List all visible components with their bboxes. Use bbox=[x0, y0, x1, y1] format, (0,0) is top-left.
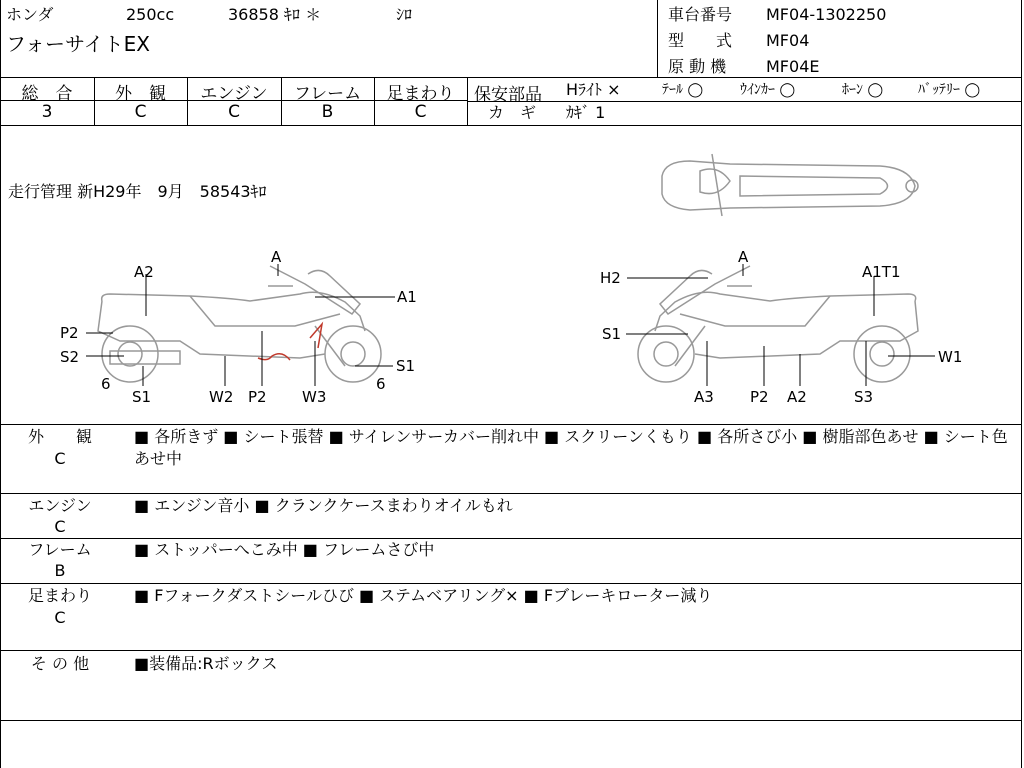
label-6: 6 bbox=[101, 375, 111, 393]
label-W2: W2 bbox=[209, 388, 234, 406]
section-frame-text: ■ ストッパーへこみ中 ■ フレームさび中 bbox=[134, 540, 435, 559]
section-divider bbox=[0, 424, 1022, 425]
label-A: A bbox=[738, 248, 749, 266]
safety-horn bbox=[842, 81, 883, 99]
circle-icon: ◯ bbox=[779, 82, 796, 98]
right-labels bbox=[626, 264, 935, 386]
left-labels bbox=[86, 264, 395, 386]
grade-frame-value: B bbox=[321, 102, 334, 122]
safety-battery bbox=[918, 81, 980, 99]
safety-winker bbox=[740, 81, 795, 99]
label-A2: A2 bbox=[787, 388, 807, 406]
maker: ホンダ bbox=[6, 5, 54, 24]
frame-no-label: 車台番号 bbox=[668, 5, 733, 24]
key-label: カ ギ bbox=[488, 103, 537, 122]
bike-top-view bbox=[662, 154, 918, 216]
mileage: 36858 ｷﾛ ＊ bbox=[228, 5, 322, 24]
label-P2: P2 bbox=[248, 388, 267, 406]
label-S2: S2 bbox=[60, 348, 80, 366]
safety-headlight: Hﾗｲﾄ × bbox=[566, 80, 621, 99]
section-engine-text: ■ エンジン音小 ■ クランクケースまわりオイルもれ bbox=[134, 496, 513, 515]
grade-overall-label: 総 合 bbox=[21, 84, 73, 104]
section-exterior-grade: C bbox=[54, 449, 66, 468]
label-A3: A3 bbox=[694, 388, 714, 406]
grade-table-top bbox=[0, 77, 1022, 78]
grade-engine-value: C bbox=[228, 102, 240, 122]
label-H2: H2 bbox=[600, 269, 621, 287]
circle-icon: ◯ bbox=[867, 82, 884, 98]
bike-left-view bbox=[98, 266, 381, 382]
model-type: MF04 bbox=[766, 31, 810, 50]
section-divider bbox=[0, 583, 1022, 584]
label-A1: A1 bbox=[397, 288, 417, 306]
bike-right-view bbox=[638, 266, 918, 382]
section-frame-grade: B bbox=[54, 561, 66, 580]
label-S3: S3 bbox=[854, 388, 874, 406]
safety-tail bbox=[662, 81, 703, 99]
section-engine-grade: C bbox=[54, 517, 66, 536]
grade-exterior-value: C bbox=[134, 102, 147, 122]
frame-no: MF04-1302250 bbox=[766, 5, 887, 24]
section-exterior-label: 外 観 bbox=[27, 427, 92, 446]
label-A: A bbox=[271, 248, 282, 266]
label-P2: P2 bbox=[60, 324, 79, 342]
section-exterior-text: ■ 各所きず ■ シート張替 ■ サイレンサーカバー削れ中 ■ スクリーンくもり ■ 各所さび小 ■ 樹脂部色あせ ■ シート色あせ中 bbox=[134, 427, 1008, 468]
safety-winker-label: ｳｲﾝｶｰ bbox=[740, 82, 775, 98]
circle-icon: ◯ bbox=[964, 82, 981, 98]
section-other-text: ■装備品:Rボックス bbox=[134, 654, 278, 673]
label-S1: S1 bbox=[396, 357, 416, 375]
grade-overall-value: 3 bbox=[41, 102, 53, 122]
engine-type: MF04E bbox=[766, 57, 820, 76]
section-divider bbox=[0, 650, 1022, 651]
grade-suspension-label: 足まわり bbox=[386, 84, 455, 104]
grade-suspension-value: C bbox=[414, 102, 427, 122]
safety-mid-line bbox=[467, 101, 1022, 102]
header-divider bbox=[657, 0, 658, 77]
color: ｼﾛ bbox=[396, 5, 413, 24]
section-suspension-label: 足まわり bbox=[27, 586, 92, 605]
model-type-label: 型 式 bbox=[668, 31, 733, 50]
bike-diagram bbox=[0, 126, 1022, 424]
grade-frame-label: フレーム bbox=[293, 84, 362, 104]
odometer-note: 走行管理 新H29年 9月 58543ｷﾛ bbox=[8, 182, 267, 201]
safety-tail-label: ﾃｰﾙ bbox=[662, 82, 683, 98]
section-other-label: そ の 他 bbox=[30, 654, 90, 673]
label-A2: A2 bbox=[134, 263, 154, 281]
label-P2: P2 bbox=[750, 388, 769, 406]
section-suspension-grade: C bbox=[54, 608, 66, 627]
section-engine-label: エンジン bbox=[28, 496, 92, 515]
safety-horn-label: ﾎｰﾝ bbox=[842, 82, 863, 98]
section-frame-label: フレーム bbox=[28, 540, 92, 559]
safety-title: 保安部品 bbox=[474, 85, 542, 105]
section-suspension-text: ■ Fフォークダストシールひび ■ ステムベアリング× ■ Fブレーキローター減り bbox=[134, 586, 713, 605]
label-A1T1: A1T1 bbox=[862, 263, 901, 281]
label-W1: W1 bbox=[938, 348, 963, 366]
safety-battery-label: ﾊﾞｯﾃﾘｰ bbox=[918, 82, 960, 98]
grade-engine-label: エンジン bbox=[200, 84, 268, 104]
label-6: 6 bbox=[376, 375, 386, 393]
label-S1: S1 bbox=[602, 325, 622, 343]
displacement: 250cc bbox=[126, 5, 175, 24]
label-W3: W3 bbox=[302, 388, 327, 406]
engine-type-label: 原 動 機 bbox=[668, 57, 727, 76]
model-name: フォーサイトEX bbox=[6, 32, 150, 56]
section-divider bbox=[0, 493, 1022, 494]
key-value: ｶｷﾞ 1 bbox=[566, 103, 606, 122]
grade-exterior-label: 外 観 bbox=[115, 84, 166, 104]
circle-icon: ◯ bbox=[687, 82, 704, 98]
label-S1: S1 bbox=[132, 388, 152, 406]
section-divider bbox=[0, 720, 1022, 721]
